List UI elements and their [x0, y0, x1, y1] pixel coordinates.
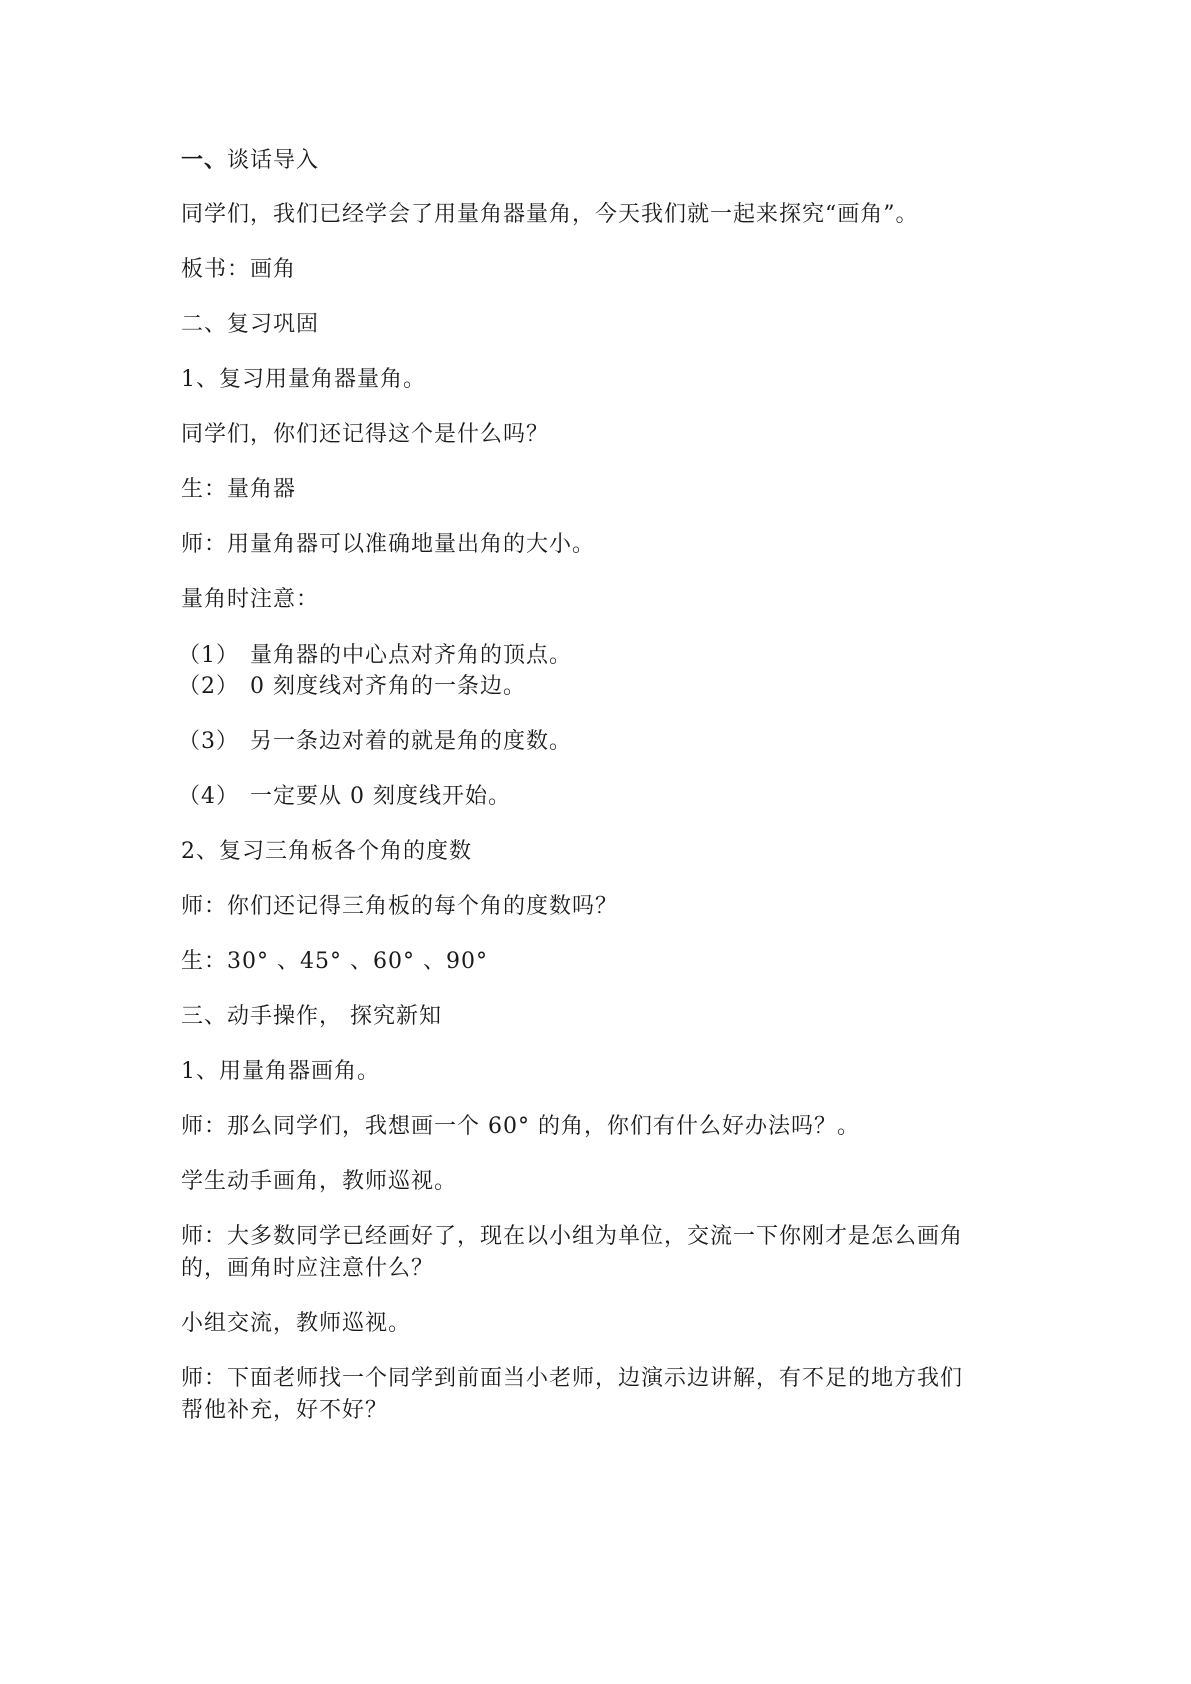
section2-sub1: 1、复习用量角器量角。: [181, 367, 426, 392]
section1-heading-number: 一、: [181, 147, 228, 173]
note-number: （4）: [178, 784, 239, 809]
question-1: 同学们，你们还记得这个是什么吗？: [181, 422, 550, 447]
note-item: [178, 641, 572, 671]
intro-paragraph: 同学们，我们已经学会了用量角器量角，今天我们就一起来探究“画角”。: [181, 202, 919, 227]
student-activity-2: 小组交流，教师巡视。: [181, 1311, 412, 1336]
board-note: 板书：画角: [181, 257, 297, 282]
note-number: （2）: [178, 674, 239, 699]
teacher-statement-3-line2: 的，画角时应注意什么？: [181, 1256, 435, 1281]
student-activity-1: 学生动手画角，教师巡视。: [181, 1169, 458, 1194]
note-item: [178, 727, 572, 757]
teacher-statement-4-line1: 师：下面老师找一个同学到前面当小老师，边演示边讲解，有不足的地方我们: [181, 1366, 964, 1391]
section2-heading: 二、复习巩固: [181, 312, 320, 337]
teacher-statement-2: 师：那么同学们，我想画一个 60° 的角，你们有什么好办法吗？。: [181, 1114, 860, 1139]
note-item: [178, 672, 526, 702]
section1-heading-text: 谈话导入: [227, 148, 320, 173]
question-2: 师：你们还记得三角板的每个角的度数吗？: [181, 894, 619, 919]
teacher-statement-1: 师：用量角器可以准确地量出角的大小。: [181, 532, 596, 557]
note-text: 0 刻度线对齐角的一条边。: [250, 674, 526, 699]
answer-1: 生：量角器: [181, 477, 297, 502]
note-text: 一定要从 0 刻度线开始。: [250, 784, 511, 809]
note-text: 量角器的中心点对齐角的顶点。: [250, 643, 573, 668]
section3-heading: 三、动手操作， 探究新知: [181, 1004, 442, 1029]
section3-sub1: 1、用量角器画角。: [181, 1059, 380, 1084]
notes-title: 量角时注意：: [181, 587, 320, 612]
note-item: [178, 782, 511, 812]
teacher-statement-4-line2: 帮他补充，好不好？: [181, 1398, 389, 1423]
note-number: （3）: [178, 729, 239, 754]
section1-heading: [181, 145, 319, 176]
teacher-statement-3-line1: 师：大多数同学已经画好了，现在以小组为单位，交流一下你刚才是怎么画角: [181, 1224, 964, 1249]
answer-2: 生：30° 、45° 、60° 、90°: [181, 949, 488, 974]
note-text: 另一条边对着的就是角的度数。: [250, 729, 573, 754]
section2-sub2: 2、复习三角板各个角的度数: [181, 839, 472, 864]
note-number: （1）: [178, 643, 239, 668]
